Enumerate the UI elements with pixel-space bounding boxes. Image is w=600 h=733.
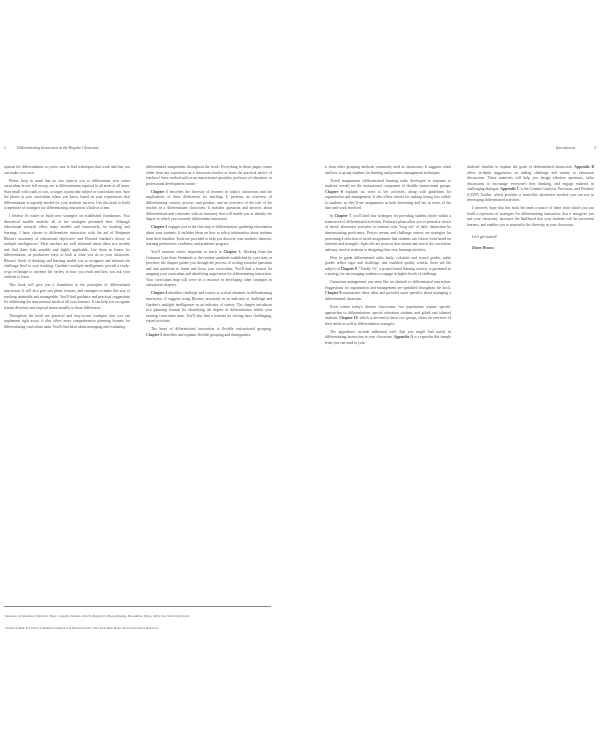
paragraph: Chapter 1 describes the diversity of learners in today's classrooms and the implications of these differences for teaching. It presents an overview of differentiating content, process, and product, and an overview of the role of the teacher in a differentiated classroom. It includes questions and answers about differentiation and concludes with an inventory that will enable you to identify the degree to which you currently differentiate instruction. <box>146 189 272 222</box>
paragraph: This book will give you a foundation in the principles of differentiated instruction. It will also give you plans, formats, and strategies to make this way of teaching attainable and manageable. You'll find guidance and practical suggestions for addressing the instructional needs of all your learners. It can help you recognize learner diversity and respond instructionally to those differences. <box>4 283 130 310</box>
paragraph: I sincerely hope that this book becomes a source of ideas from which you can build a repertoire of strategies for differentiating instruction, that it energizes you and your classroom, increases the likelihood that your students will be successful learners, and enables you to respond to the diversity in your classroom. <box>467 206 594 227</box>
paragraph: I believe it's easier to build new strategies on established foundations. Two theoretical models underlie all of the strategies presented here. Although educational research offers many models and frameworks for teaching and learning, I have chosen to differentiate instruction with the aid of Benjamin Bloom's taxonomy of educational objectives¹ and Howard Gardner's theory of multiple intelligences.² Most teachers are well informed about these two models and find them both sensible and highly applicable. Use them as lenses for differentiation, as productive ways to look at what you do in your classroom. Bloom's levels of thinking and learning enable you to recognize and enhance the challenge level in your teaching. Gardner's multiple intelligences provide a ready-to-go technique to increase the variety in how you teach and how you ask your students to learn. <box>4 214 130 280</box>
paragraph: students' families to explain the goals of differentiated instruction. Appendix B offers in-depth suggestions on adding challenge and variety to classroom discussions. These materials will help you design effective questions, tailor discussions to encourage everyone's best thinking, and engage students in challenging dialogue. Appendix C is the Content Catalysts, Processes, and Products (CCPP) Toolkit, which provides a menu-like alternative method you can use in developing differentiated activities. <box>467 165 595 203</box>
paragraph: The heart of differentiated instruction is flexible instructional grouping. Chapter 5 describes and explains flexible grouping and distinguishes <box>146 327 272 337</box>
left-page-column-1 <box>4 165 130 333</box>
paragraph: In Chapter 7, you'll find four strategies for providing student choice within a framework of differentiated activities. Pathways plans allow you to present a choice of tiered, alternative activities to students who "loop out" of daily instruction by demonstrating proficiency. Project menus and challenge centers are strategies for presenting a selection of tiered assignments that students can choose from based on interests and strengths. Spin-offs are projects that extend and enrich the curriculum and may involve students in designing their own learning activities. <box>325 214 452 252</box>
right-page-number: 3 <box>594 146 596 150</box>
author-signature: Diane Heacox <box>472 246 495 251</box>
paragraph: Classroom management can seem like an obstacle to differentiated instruction. Suggestions for organization and management are sprinkled throughout the book. Chapter 9 summarizes these ideas and provides more specifics about managing a differentiated classroom. <box>325 280 451 302</box>
right-page-column-1 <box>325 165 451 349</box>
paragraph: How to grade differentiated tasks fairly, calculate and record grades, make grades reflect rigor and challenge, and establish quality criteria: these are the subject of Chapter 8. "Totally 10," a project-based learning activity, is presented as a strategy for encouraging students to engage in higher levels of challenge. <box>325 255 452 277</box>
left-page-column-2 <box>146 165 272 341</box>
paragraph: Tiered assignments (differentiated learning tasks developed in response to students' needs) are the instructional component of flexible instructional groups. Chapter 6 explains six ways to tier activities, along with guidelines for organization and management. It also offers criteria for making tiering less visible to students, so they'll see assignments as both interesting and fair in terms of the time and work involved. <box>325 178 451 211</box>
footnote-rule <box>4 606 271 607</box>
footnote-2: ² Frames of Mind: The Theory of Multiple Intelligences by Howard Gardner (New York: Basic Books, 2011). Described in References. <box>4 626 160 630</box>
footnote-1: ¹ Taxonomy of Educational Objectives: Book 1 Cognitive Domain, edited by Benjamin S. Bloom (Reading, MA: Addison Wesley, 1984). Described in References. <box>4 614 190 618</box>
paragraph: Even within today's diverse classrooms, two populations require specific approaches to differentiation: special education students and gifted and talented students. Chapter 10, which is devoted to these two groups, offers an overview of their needs as well as differentiation strategies. <box>325 305 451 326</box>
left-running-title: Differentiating Instruction in the Regular Classroom <box>17 146 99 150</box>
closing-line: Let's get started! <box>472 234 497 239</box>
paragraph: Chapter 4 identifies challenge and variety as critical elements in differentiating instruction. It suggests using Bloom's taxonomy as an indicator of challenge and Gardner's multiple intelligences as an indicator of variety. The chapter introduces two planning formats for identifying the degree of differentiation within your existing curriculum units. You'll also find a formula for writing more challenging, varied activities. <box>146 291 273 324</box>
right-page-column-2 <box>467 165 594 254</box>
paragraph: You'll examine what's important to teach in Chapter 3. Working from the Common Core State Standards or the content standards established by your state or province, the chapter guides you through the process of writing essential questions and unit questions to frame and focus your curriculum. You'll find a format for mapping your curriculum and identifying target areas for differentiating instruction. Your curriculum map will serve as a resource in developing other strategies in subsequent chapters. <box>146 250 273 288</box>
paragraph: Please keep in mind that no one expects you to differentiate your entire curriculum in one fell swoop, nor is differentiation required in all areas at all times. Start small with a unit or two, or target a particular subject or curriculum area. Spot the places in your curriculum where you know, based on your experiences, that differentiation is urgently needed for your students' success. Use this book to build a repertoire of strategies for differentiating instruction a little at a time. <box>4 178 130 211</box>
paragraph: Throughout the book are practical and easy-to-use strategies that you can implement right away; it also offers more comprehensive planning formats for differentiating curriculum units. You'll find ideas about managing and evaluating <box>4 313 130 329</box>
paragraph: Chapter 2 engages you in the first step of differentiation: gathering information about your students. It includes ideas on how to solicit information about students from their families. Tools are provided to help you discover your students' interests, learning preferences, readiness, and academic progress. <box>146 225 272 247</box>
paragraph: options for differentiation so you're sure to find techniques that work and that you can make your own. <box>4 165 130 175</box>
paragraph: it from other grouping methods commonly used in classrooms. It suggests when and how to group students for learning and presents management techniques. <box>325 165 451 175</box>
paragraph: The appendixes include additional tools that you might find useful in differentiating instruction in your classroom. Appendix A is a reproducible sample letter you can send to your <box>325 329 451 345</box>
right-running-title: Introduction <box>556 146 576 150</box>
left-page-number: 2 <box>4 146 6 150</box>
paragraph: differentiated assignments throughout the book. Everything in these pages comes either from my experience as a classroom teacher or from the practical advice of teachers I have worked with as an instructional specialist, professor of education, or professional development trainer. <box>146 165 272 186</box>
